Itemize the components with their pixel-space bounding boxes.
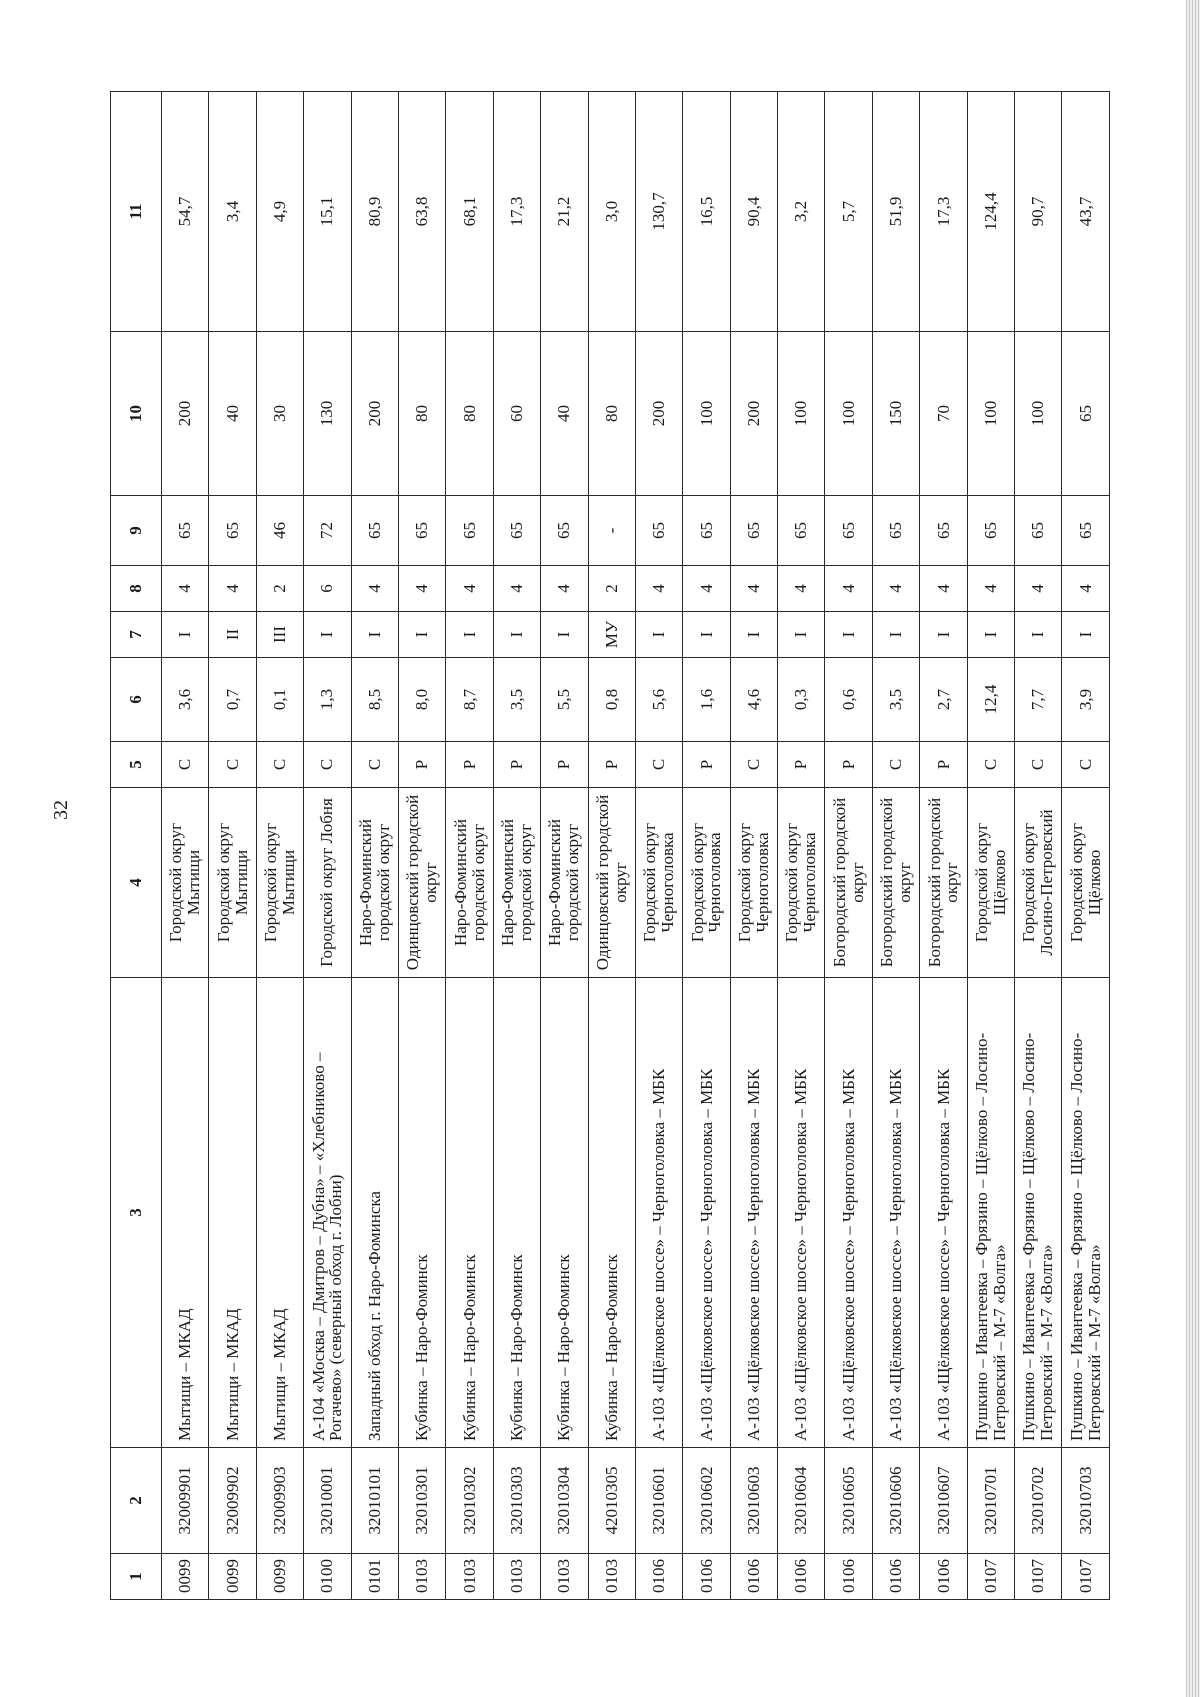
table-cell: 65	[209, 496, 256, 566]
table-cell: 90,4	[730, 92, 777, 332]
table-cell: Пушкино – Ивантеевка – Фрязино – Щёлково – Лосино-Петровский – М-7 «Волга»	[967, 978, 1014, 1448]
road-data-table	[110, 91, 1110, 1600]
table-cell: 32010605	[825, 1448, 872, 1554]
table-cell: Мытищи – МКАД	[209, 978, 256, 1448]
table-cell: I	[967, 612, 1014, 658]
table-cell: А-103 «Щёлковское шоссе» – Черноголовка – МБК	[730, 978, 777, 1448]
table-cell: Богородский городской округ	[825, 788, 872, 978]
table-cell: 4	[541, 566, 588, 612]
table-cell: С	[635, 742, 682, 788]
table-cell: 8,7	[446, 658, 493, 742]
table-cell: 2,7	[920, 658, 967, 742]
table-cell: Р	[920, 742, 967, 788]
table-cell: 0099	[162, 1554, 209, 1600]
table-cell: I	[351, 612, 398, 658]
table-cell: 17,3	[920, 92, 967, 332]
table-cell: 80	[398, 332, 445, 496]
table-cell: 32010703	[1062, 1448, 1110, 1554]
table-cell: 32010303	[493, 1448, 540, 1554]
table-cell: 65	[398, 496, 445, 566]
table-row	[967, 92, 1014, 1600]
table-cell: 4	[1015, 566, 1062, 612]
table-row	[920, 92, 967, 1600]
table-cell: 60	[493, 332, 540, 496]
table-cell: I	[304, 612, 351, 658]
table-cell: Р	[778, 742, 825, 788]
table-cell: 65	[683, 496, 730, 566]
table-cell: 68,1	[446, 92, 493, 332]
table-cell: С	[1015, 742, 1062, 788]
table-cell: I	[683, 612, 730, 658]
table-cell: 0103	[398, 1554, 445, 1600]
table-row	[778, 92, 825, 1600]
table-body	[162, 92, 1110, 1600]
table-cell: 16,5	[683, 92, 730, 332]
table-cell: Р	[398, 742, 445, 788]
table-cell: Городской округ Щёлково	[1062, 788, 1110, 978]
table-cell: 7,7	[1015, 658, 1062, 742]
table-cell: 32010001	[304, 1448, 351, 1554]
table-cell: 150	[872, 332, 919, 496]
table-cell: 32009901	[162, 1448, 209, 1554]
table-cell: 0103	[588, 1554, 635, 1600]
table-cell: 32010603	[730, 1448, 777, 1554]
table-cell: 65	[351, 496, 398, 566]
table-cell: 12,4	[967, 658, 1014, 742]
table-cell: II	[209, 612, 256, 658]
table-cell: 2	[256, 566, 303, 612]
table-cell: 32010701	[967, 1448, 1014, 1554]
table-cell: С	[304, 742, 351, 788]
table-cell: 65	[446, 496, 493, 566]
table-cell: I	[1015, 612, 1062, 658]
table-cell: 63,8	[398, 92, 445, 332]
table-cell: 0,7	[209, 658, 256, 742]
column-header: 1	[111, 1554, 162, 1600]
table-cell: 4	[872, 566, 919, 612]
table-cell: А-103 «Щёлковское шоссе» – Черноголовка – МБК	[920, 978, 967, 1448]
table-cell: Наро-Фоминский городской округ	[541, 788, 588, 978]
table-cell: 200	[351, 332, 398, 496]
column-header: 6	[111, 658, 162, 742]
table-cell: С	[967, 742, 1014, 788]
table-row	[872, 92, 919, 1600]
table-cell: 100	[683, 332, 730, 496]
table-cell: А-103 «Щёлковское шоссе» – Черноголовка – МБК	[635, 978, 682, 1448]
table-header-row	[111, 92, 162, 1600]
table-cell: Кубинка – Наро-Фоминск	[588, 978, 635, 1448]
table-row	[209, 92, 256, 1600]
table-cell: 100	[825, 332, 872, 496]
table-cell: 0,8	[588, 658, 635, 742]
table-cell: С	[256, 742, 303, 788]
table-cell: 65	[493, 496, 540, 566]
table-cell: III	[256, 612, 303, 658]
table-row	[635, 92, 682, 1600]
table-cell: I	[920, 612, 967, 658]
scan-edge	[1186, 0, 1200, 1697]
table-cell: С	[351, 742, 398, 788]
table-cell: I	[398, 612, 445, 658]
table-cell: I	[162, 612, 209, 658]
table-cell: Одинцовский городской округ	[588, 788, 635, 978]
table-cell: Р	[588, 742, 635, 788]
table-cell: 65	[1062, 496, 1110, 566]
column-header: 4	[111, 788, 162, 978]
table-cell: С	[209, 742, 256, 788]
column-header: 10	[111, 332, 162, 496]
table-cell: I	[1062, 612, 1110, 658]
rotated-table-container	[110, 92, 1110, 1600]
table-cell: 8,0	[398, 658, 445, 742]
table-cell: Богородский городской округ	[920, 788, 967, 978]
table-cell: 0099	[256, 1554, 303, 1600]
table-cell: 32010606	[872, 1448, 919, 1554]
table-cell: 54,7	[162, 92, 209, 332]
table-cell: 65	[1015, 496, 1062, 566]
table-cell: 46	[256, 496, 303, 566]
table-cell: 3,0	[588, 92, 635, 332]
table-cell: 65	[825, 496, 872, 566]
table-cell: I	[872, 612, 919, 658]
table-cell: С	[730, 742, 777, 788]
column-header: 9	[111, 496, 162, 566]
table-cell: 4	[493, 566, 540, 612]
table-cell: 124,4	[967, 92, 1014, 332]
table-cell: 65	[920, 496, 967, 566]
table-cell: 0106	[872, 1554, 919, 1600]
table-cell: 0,1	[256, 658, 303, 742]
table-cell: 4	[209, 566, 256, 612]
table-cell: С	[1062, 742, 1110, 788]
table-cell: Кубинка – Наро-Фоминск	[541, 978, 588, 1448]
table-cell: Пушкино – Ивантеевка – Фрязино – Щёлково – Лосино-Петровский – М-7 «Волга»	[1062, 978, 1110, 1448]
table-cell: 15,1	[304, 92, 351, 332]
table-cell: 70	[920, 332, 967, 496]
table-row	[351, 92, 398, 1600]
table-cell: I	[778, 612, 825, 658]
table-cell: 17,3	[493, 92, 540, 332]
table-row	[825, 92, 872, 1600]
table-cell: 65	[541, 496, 588, 566]
table-cell: 0,3	[778, 658, 825, 742]
table-cell: 130	[304, 332, 351, 496]
table-cell: 3,6	[162, 658, 209, 742]
column-header: 8	[111, 566, 162, 612]
table-cell: А-103 «Щёлковское шоссе» – Черноголовка – МБК	[778, 978, 825, 1448]
table-cell: Одинцовский городской округ	[398, 788, 445, 978]
table-cell: 3,5	[872, 658, 919, 742]
table-cell: 0106	[920, 1554, 967, 1600]
table-cell: 40	[541, 332, 588, 496]
table-cell: 4	[920, 566, 967, 612]
table-cell: I	[493, 612, 540, 658]
table-row	[304, 92, 351, 1600]
table-cell: 4	[825, 566, 872, 612]
table-cell: 8,5	[351, 658, 398, 742]
column-header: 11	[111, 92, 162, 332]
table-cell: Кубинка – Наро-Фоминск	[398, 978, 445, 1448]
table-cell: 32010301	[398, 1448, 445, 1554]
table-row	[256, 92, 303, 1600]
table-cell: 32010601	[635, 1448, 682, 1554]
table-cell: 40	[209, 332, 256, 496]
table-cell: 80	[588, 332, 635, 496]
table-cell: 51,9	[872, 92, 919, 332]
table-cell: 1,3	[304, 658, 351, 742]
table-row	[446, 92, 493, 1600]
table-cell: 4	[398, 566, 445, 612]
table-cell: 100	[1015, 332, 1062, 496]
page-number: 32	[50, 800, 72, 820]
table-cell: 32010101	[351, 1448, 398, 1554]
table-cell: 90,7	[1015, 92, 1062, 332]
column-header: 3	[111, 978, 162, 1448]
table-cell: Кубинка – Наро-Фоминск	[446, 978, 493, 1448]
table-cell: Мытищи – МКАД	[162, 978, 209, 1448]
table-cell: Западный обход г. Наро-Фоминска	[351, 978, 398, 1448]
table-cell: 100	[967, 332, 1014, 496]
column-header: 7	[111, 612, 162, 658]
table-cell: 2	[588, 566, 635, 612]
table-cell: 30	[256, 332, 303, 496]
table-cell: 4	[162, 566, 209, 612]
table-cell: Городской округ Лобня	[304, 788, 351, 978]
table-cell: Наро-Фоминский городской округ	[351, 788, 398, 978]
table-cell: 0103	[493, 1554, 540, 1600]
table-cell: А-103 «Щёлковское шоссе» – Черноголовка – МБК	[872, 978, 919, 1448]
table-cell: Городской округ Черноголовка	[730, 788, 777, 978]
table-cell: 4	[635, 566, 682, 612]
table-cell: 200	[635, 332, 682, 496]
table-cell: 200	[730, 332, 777, 496]
table-cell: 3,4	[209, 92, 256, 332]
table-cell: Кубинка – Наро-Фоминск	[493, 978, 540, 1448]
table-cell: I	[446, 612, 493, 658]
table-cell: Городской округ Мытищи	[209, 788, 256, 978]
table-cell: 65	[872, 496, 919, 566]
table-cell: 130,7	[635, 92, 682, 332]
table-cell: 3,2	[778, 92, 825, 332]
table-cell: 65	[1062, 332, 1110, 496]
table-cell: 0100	[304, 1554, 351, 1600]
table-cell: С	[162, 742, 209, 788]
table-cell: Наро-Фоминский городской округ	[493, 788, 540, 978]
table-cell: 32010602	[683, 1448, 730, 1554]
table-cell: Городской округ Черноголовка	[778, 788, 825, 978]
table-cell: 0103	[446, 1554, 493, 1600]
table-cell: 0106	[825, 1554, 872, 1600]
table-cell: 0107	[967, 1554, 1014, 1600]
table-cell: Городской округ Мытищи	[256, 788, 303, 978]
table-cell: 32009902	[209, 1448, 256, 1554]
table-cell: Наро-Фоминский городской округ	[446, 788, 493, 978]
table-cell: 6	[304, 566, 351, 612]
table-cell: 72	[304, 496, 351, 566]
table-cell: 65	[967, 496, 1014, 566]
table-cell: I	[730, 612, 777, 658]
table-cell: МУ	[588, 612, 635, 658]
table-cell: 80	[446, 332, 493, 496]
table-cell: 65	[162, 496, 209, 566]
table-cell: 32010702	[1015, 1448, 1062, 1554]
table-cell: 4	[1062, 566, 1110, 612]
table-cell: 32010302	[446, 1448, 493, 1554]
table-cell: Городской округ Черноголовка	[683, 788, 730, 978]
table-cell: Мытищи – МКАД	[256, 978, 303, 1448]
table-cell: 65	[778, 496, 825, 566]
table-row	[541, 92, 588, 1600]
table-row	[493, 92, 540, 1600]
table-cell: 43,7	[1062, 92, 1110, 332]
table-cell: 200	[162, 332, 209, 496]
table-row	[1062, 92, 1110, 1600]
table-row	[588, 92, 635, 1600]
table-cell: 3,5	[493, 658, 540, 742]
table-cell: 0107	[1062, 1554, 1110, 1600]
table-row	[730, 92, 777, 1600]
column-header: 2	[111, 1448, 162, 1554]
table-cell: I	[541, 612, 588, 658]
table-cell: 0,6	[825, 658, 872, 742]
table-cell: 0103	[541, 1554, 588, 1600]
table-cell: 4	[446, 566, 493, 612]
table-cell: Р	[493, 742, 540, 788]
table-cell: 0106	[635, 1554, 682, 1600]
table-cell: 0101	[351, 1554, 398, 1600]
table-row	[398, 92, 445, 1600]
table-cell: 3,9	[1062, 658, 1110, 742]
table-cell: Р	[446, 742, 493, 788]
table-cell: 4,6	[730, 658, 777, 742]
table-cell: 32009903	[256, 1448, 303, 1554]
table-cell: С	[872, 742, 919, 788]
table-row	[162, 92, 209, 1600]
table-row	[1015, 92, 1062, 1600]
table-cell: 32010604	[778, 1448, 825, 1554]
table-cell: Р	[683, 742, 730, 788]
table-cell: А-104 «Москва – Дмитров – Дубна» – «Хлебниково – Рогачево» (северный обход г. Лобни)	[304, 978, 351, 1448]
table-cell: Богородский городской округ	[872, 788, 919, 978]
table-cell: 80,9	[351, 92, 398, 332]
table-cell: 65	[730, 496, 777, 566]
table-cell: 42010305	[588, 1448, 635, 1554]
table-cell: Городской округ Щёлково	[967, 788, 1014, 978]
table-cell: Р	[825, 742, 872, 788]
table-cell: Городской округ Мытищи	[162, 788, 209, 978]
table-cell: 1,6	[683, 658, 730, 742]
table-cell: А-103 «Щёлковское шоссе» – Черноголовка – МБК	[683, 978, 730, 1448]
column-header: 5	[111, 742, 162, 788]
table-cell: 0106	[730, 1554, 777, 1600]
table-row	[683, 92, 730, 1600]
table-cell: Городской округ Лосино-Петровский	[1015, 788, 1062, 978]
table-cell: -	[588, 496, 635, 566]
table-cell: 4	[730, 566, 777, 612]
table-cell: 32010607	[920, 1448, 967, 1554]
table-cell: Городской округ Черноголовка	[635, 788, 682, 978]
table-cell: Пушкино – Ивантеевка – Фрязино – Щёлково – Лосино-Петровский – М-7 «Волга»	[1015, 978, 1062, 1448]
table-cell: 4,9	[256, 92, 303, 332]
table-cell: 4	[778, 566, 825, 612]
table-cell: 0106	[683, 1554, 730, 1600]
table-cell: I	[635, 612, 682, 658]
table-cell: 0107	[1015, 1554, 1062, 1600]
table-cell: 0106	[778, 1554, 825, 1600]
table-cell: 32010304	[541, 1448, 588, 1554]
table-cell: 65	[635, 496, 682, 566]
table-cell: 21,2	[541, 92, 588, 332]
table-cell: 5,6	[635, 658, 682, 742]
table-cell: 5,7	[825, 92, 872, 332]
table-cell: 0099	[209, 1554, 256, 1600]
table-cell: Р	[541, 742, 588, 788]
table-cell: 100	[778, 332, 825, 496]
table-cell: 5,5	[541, 658, 588, 742]
table-cell: I	[825, 612, 872, 658]
table-cell: 4	[351, 566, 398, 612]
table-cell: А-103 «Щёлковское шоссе» – Черноголовка – МБК	[825, 978, 872, 1448]
table-cell: 4	[967, 566, 1014, 612]
table-cell: 4	[683, 566, 730, 612]
